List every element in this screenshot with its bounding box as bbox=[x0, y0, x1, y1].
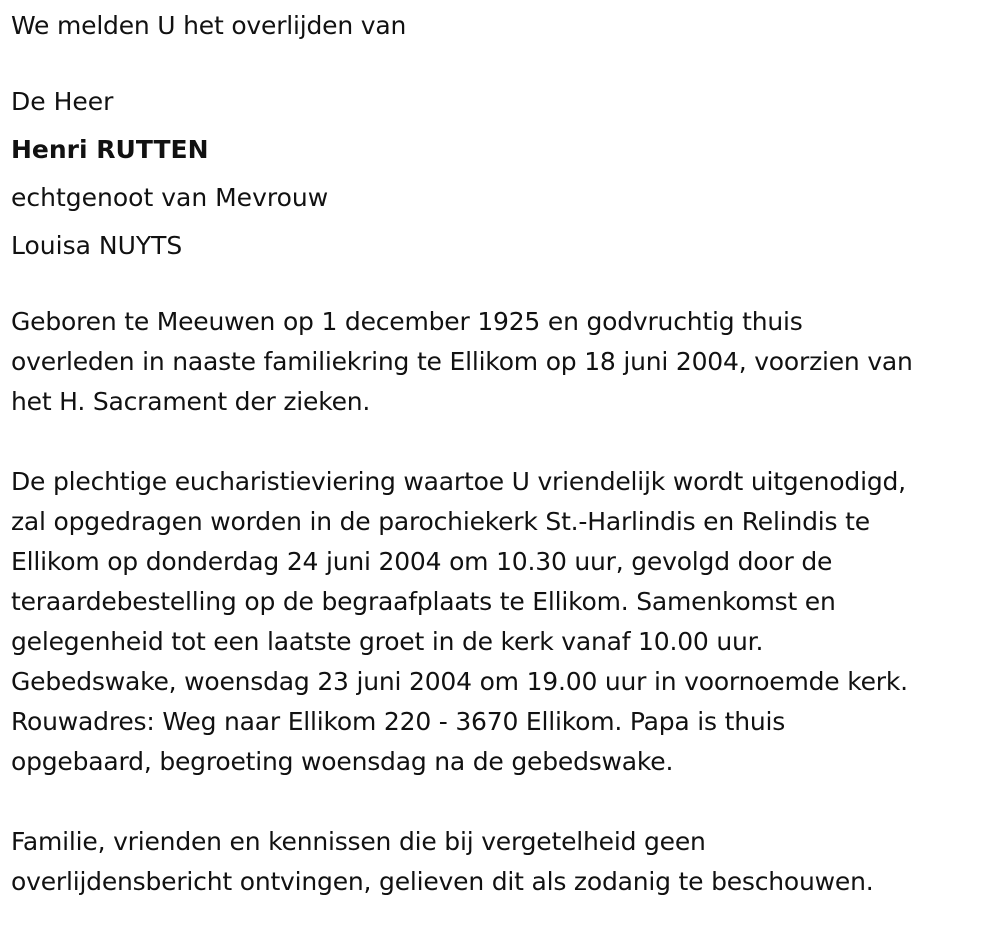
death-notice bbox=[11, 6, 996, 902]
closing-paragraph bbox=[11, 822, 996, 902]
paragraph-line: het H. Sacrament der zieken. bbox=[11, 387, 371, 416]
paragraph-line: Rouwadres: Weg naar Ellikom 220 - 3670 Ellikom. Papa is thuis bbox=[11, 707, 786, 736]
deceased-name: Henri RUTTEN bbox=[11, 135, 209, 164]
paragraph-line: overleden in naaste familiekring te Ellikom op 18 juni 2004, voorzien van bbox=[11, 347, 913, 376]
spouse-name: Louisa NUYTS bbox=[11, 231, 183, 260]
paragraph-line: zal opgedragen worden in de parochiekerk St.-Harlindis en Relindis te bbox=[11, 507, 870, 536]
paragraph-line: Gebedswake, woensdag 23 juni 2004 om 19.00 uur in voornoemde kerk. bbox=[11, 667, 908, 696]
paragraph-line: overlijdensbericht ontvingen, gelieven dit als zodanig te beschouwen. bbox=[11, 867, 874, 896]
honorific: De Heer bbox=[11, 87, 114, 116]
paragraph-line: De plechtige eucharistieviering waartoe U vriendelijk wordt uitgenodigd, bbox=[11, 467, 906, 496]
ceremony-paragraph bbox=[11, 462, 996, 782]
paragraph-line: Geboren te Meeuwen op 1 december 1925 en godvruchtig thuis bbox=[11, 307, 803, 336]
spouse-label: echtgenoot van Mevrouw bbox=[11, 183, 329, 212]
paragraph-line: gelegenheid tot een laatste groet in de kerk vanaf 10.00 uur. bbox=[11, 627, 764, 656]
intro-text: We melden U het overlijden van bbox=[11, 11, 407, 40]
paragraph-line: Familie, vrienden en kennissen die bij vergetelheid geen bbox=[11, 827, 706, 856]
paragraph-line: opgebaard, begroeting woensdag na de gebedswake. bbox=[11, 747, 674, 776]
paragraph-line: teraardebestelling op de begraafplaats te Ellikom. Samenkomst en bbox=[11, 587, 836, 616]
birth-paragraph bbox=[11, 302, 996, 422]
paragraph-line: Ellikom op donderdag 24 juni 2004 om 10.30 uur, gevolgd door de bbox=[11, 547, 833, 576]
